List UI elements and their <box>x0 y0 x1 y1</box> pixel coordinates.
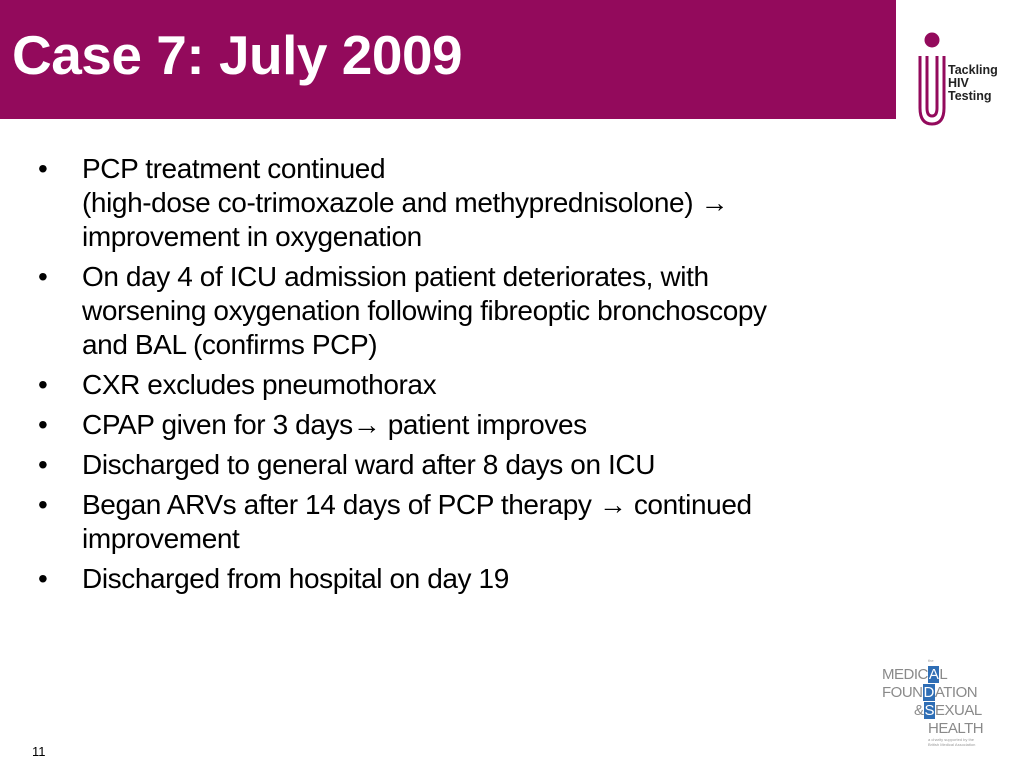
title-bar <box>0 0 896 119</box>
bullet-dot: • <box>38 409 48 440</box>
bullet-text: worsening oxygenation following fibreoptic bronchoscopy <box>82 295 767 326</box>
bullet-text: CPAP given for 3 days→ patient improves <box>82 409 587 440</box>
bullet-item <box>38 488 998 556</box>
logo-line: &SEXUAL <box>914 702 982 719</box>
logo-tagline: British Medical Association <box>928 742 976 747</box>
logo-line: Testing <box>948 89 992 103</box>
bullet-item <box>38 152 998 254</box>
bullet-item <box>38 408 998 442</box>
bullet-item <box>38 368 998 402</box>
bullet-dot: • <box>38 261 48 292</box>
slide-number: 11 <box>32 744 46 759</box>
logo-line: FOUNDATION <box>882 684 978 701</box>
bullet-text: and BAL (confirms PCP) <box>82 329 378 360</box>
logo-line: Tackling <box>948 63 998 77</box>
bullet-text: Began ARVs after 14 days of PCP therapy → continued <box>82 489 752 520</box>
slide-title: Case 7: July 2009 <box>12 24 463 86</box>
tackling-hiv-testing-text <box>948 64 998 103</box>
bullet-dot: • <box>38 449 48 480</box>
bullet-text: improvement <box>82 523 240 554</box>
bullet-text: Discharged from hospital on day 19 <box>82 563 509 594</box>
medical-foundation-logo-icon <box>880 660 1000 750</box>
logo-tagline: a charity supported by the <box>928 737 975 742</box>
bullet-dot: • <box>38 563 48 594</box>
bullet-item <box>38 448 998 482</box>
bullet-dot: • <box>38 153 48 184</box>
bullet-dot: • <box>38 489 48 520</box>
bullet-text: Discharged to general ward after 8 days on ICU <box>82 449 656 480</box>
bullet-text: PCP treatment continued <box>82 153 386 184</box>
bullet-text: CXR excludes pneumothorax <box>82 369 437 400</box>
bullet-list <box>38 152 998 602</box>
bullet-text: On day 4 of ICU admission patient deteriorates, with <box>82 261 709 292</box>
logo-line: MEDICAL <box>882 666 948 683</box>
bullet-item <box>38 562 998 596</box>
logo-line: HIV <box>948 76 969 90</box>
bullet-item <box>38 260 998 362</box>
logo-small-word: the <box>928 658 934 663</box>
bullet-dot: • <box>38 369 48 400</box>
bullet-text: improvement in oxygenation <box>82 221 422 252</box>
bullet-text: (high-dose co-trimoxazole and methyprednisolone) → <box>82 187 729 218</box>
logo-line: HEALTH <box>928 720 984 737</box>
